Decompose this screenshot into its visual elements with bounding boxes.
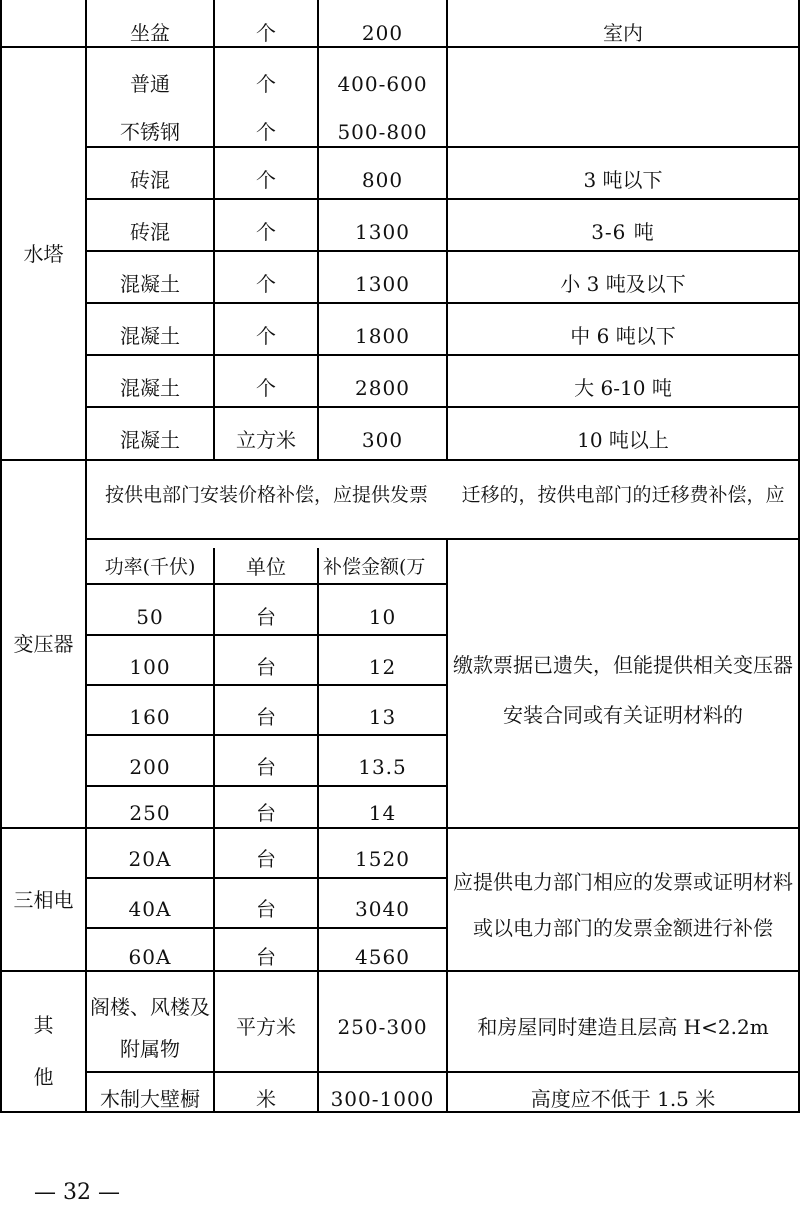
category-transformer: 变压器 xyxy=(13,632,74,656)
table-cell-amount: 13 xyxy=(368,705,397,729)
table-cell-item: 混凝土 xyxy=(120,376,180,400)
table-cell-unit: 个 xyxy=(256,376,276,400)
table-cell-unit: 台 xyxy=(256,897,276,921)
header-power-clip xyxy=(87,550,213,584)
table-cell-item: 60A xyxy=(128,945,172,969)
table-cell-price: 200 xyxy=(361,21,404,45)
table-cell-note: 高度应不低于 1.5 米 xyxy=(530,1087,716,1111)
table-cell-item: 普通 xyxy=(130,72,170,96)
table-cell-price: 400-600 xyxy=(337,72,428,96)
transformer-note: 缴款票据已遗失，但能提供相关变压器安装合同或有关证明材料的 xyxy=(453,653,793,727)
table-cell-item: 20A xyxy=(128,847,172,871)
table-cell-price: 2800 xyxy=(355,376,410,400)
category-other-line1: 其 xyxy=(33,1013,54,1037)
page-number: — 32 — xyxy=(34,1180,120,1205)
table-cell-amount: 12 xyxy=(368,655,397,679)
table-cell-power: 250 xyxy=(129,801,171,825)
table-cell-unit: 个 xyxy=(256,72,276,96)
table-cell-price: 1800 xyxy=(355,324,410,348)
transformer-banner-left: 按供电部门安装价格补偿，应提供发票 xyxy=(104,484,428,506)
table-cell-note: 3-6 吨 xyxy=(591,220,655,244)
table-cell-price: 250-300 xyxy=(337,1015,428,1039)
table-cell-price: 1300 xyxy=(355,220,410,244)
table-cell-unit: 个 xyxy=(256,272,276,296)
table-cell-unit: 个 xyxy=(256,120,276,144)
table-cell-unit: 个 xyxy=(256,324,276,348)
banner-left-clip xyxy=(87,476,446,514)
table-cell-unit: 台 xyxy=(256,705,276,729)
table-cell-item: 混凝土 xyxy=(120,324,180,348)
table-cell-unit: 米 xyxy=(256,1087,276,1111)
table-cell-note: 大 6-10 吨 xyxy=(574,376,672,400)
table-cell-power: 50 xyxy=(136,605,164,629)
table-cell-item: 砖混 xyxy=(130,220,170,244)
table-cell-note: 3 吨以下 xyxy=(583,168,663,192)
table-cell-unit: 台 xyxy=(256,801,276,825)
table-cell-price: 300 xyxy=(361,428,404,452)
table-cell-item: 不锈钢 xyxy=(120,120,180,144)
table-cell-unit: 台 xyxy=(256,605,276,629)
banner-right-clip xyxy=(448,476,798,514)
header-amount-clip xyxy=(319,550,446,584)
table-cell-price: 300-1000 xyxy=(330,1087,435,1111)
column-header-power: 功率(千伏) xyxy=(104,556,196,578)
table-cell-unit: 个 xyxy=(256,220,276,244)
table-cell-price: 1300 xyxy=(355,272,410,296)
table-cell-item: 木制大壁橱 xyxy=(100,1087,200,1111)
category-water-tower: 水塔 xyxy=(23,241,64,266)
table-cell-unit: 台 xyxy=(256,655,276,679)
table-cell-price: 4560 xyxy=(355,945,410,969)
table-cell-item: 混凝土 xyxy=(120,428,180,452)
table-cell-unit: 台 xyxy=(256,847,276,871)
transformer-banner-right: 迁移的，按供电部门的迁移费补偿，应 xyxy=(461,484,785,506)
table-cell-item: 砖混 xyxy=(130,168,170,192)
table-cell-note: 中 6 吨以下 xyxy=(570,324,676,348)
table-cell-note: 小 3 吨及以下 xyxy=(560,272,686,296)
table-cell-price: 500-800 xyxy=(337,120,428,144)
table-cell-note: 和房屋同时建造且层高 H<2.2m xyxy=(477,1015,769,1039)
table-cell-unit: 个 xyxy=(256,168,276,192)
three-phase-note: 应提供电力部门相应的发票或证明材料或以电力部门的发票金额进行补偿 xyxy=(453,870,793,940)
table-cell-item: 40A xyxy=(128,897,172,921)
table-cell-item: 坐盆 xyxy=(130,21,170,45)
table-cell-price: 800 xyxy=(361,168,404,192)
table-cell-note: 10 吨以上 xyxy=(577,428,669,452)
table-cell-unit: 台 xyxy=(256,755,276,779)
category-three-phase: 三相电 xyxy=(13,887,74,912)
table-cell-unit: 台 xyxy=(256,945,276,969)
table-cell-unit: 立方米 xyxy=(236,428,296,452)
table-cell-power: 100 xyxy=(129,655,171,679)
table-cell-amount: 13.5 xyxy=(358,755,407,779)
column-header-unit: 单位 xyxy=(246,555,286,579)
table-cell-power: 200 xyxy=(129,755,171,779)
table-cell-unit: 平方米 xyxy=(236,1015,296,1039)
column-header-amount: 补偿金额(万 xyxy=(323,556,426,578)
table-cell-amount: 10 xyxy=(368,605,397,629)
table-cell-price: 1520 xyxy=(355,847,410,871)
category-other-line2: 他 xyxy=(33,1065,54,1089)
table-cell-item: 混凝土 xyxy=(120,272,180,296)
table-cell-power: 160 xyxy=(129,705,171,729)
table-cell-note: 室内 xyxy=(603,21,643,45)
table-cell-unit: 个 xyxy=(256,21,276,45)
table-cell-price: 3040 xyxy=(355,897,410,921)
table-cell-item: 阁楼、风楼及附属物 xyxy=(90,995,210,1061)
table-cell-amount: 14 xyxy=(368,801,397,825)
